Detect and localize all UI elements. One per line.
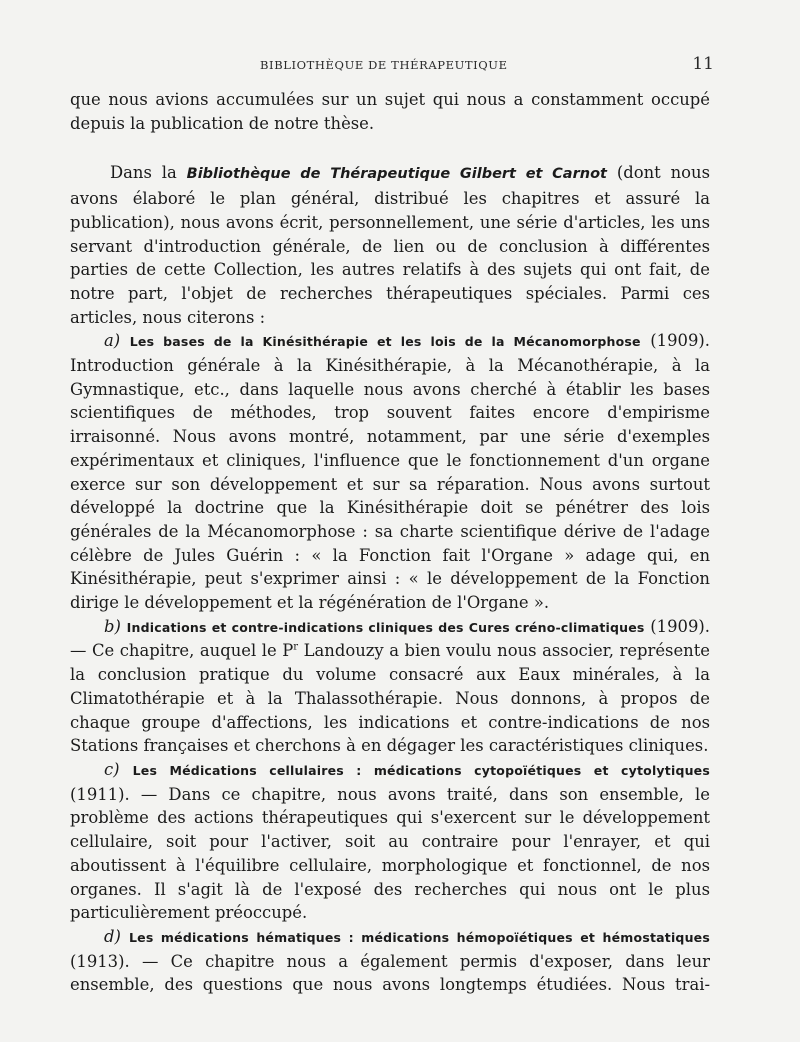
superscript: r (293, 642, 299, 653)
item-title: Les Médications cellulaires : médications cytopoïétiques et cytolytiques (132, 762, 711, 778)
item-year: (1911). (70, 784, 130, 804)
item-text: — Dans ce chapitre, nous avons traité, dans son ensemble, le problème des actions thérapeutiques qui s'exercent sur le développement cellulaire, soit pour l'activer, soit au contraire pour l'enrayer, et qui aboutissent à l'équilibre cellulaire, morphologique et fonctionnel, de nos organes. Il s'agit là de l'exposé des recherches qui nous ont le plus particulièrement préoccupé. (70, 784, 710, 923)
list-item-c (70, 758, 710, 925)
page-number: 11 (692, 54, 714, 74)
item-letter: c) (104, 759, 120, 779)
list-item-b (70, 615, 710, 758)
item-title: Indications et contre-indications cliniques des Cures créno-climatiques (126, 619, 645, 635)
series-title: Bibliothèque de Thérapeutique Gilbert et Carnot (186, 166, 607, 183)
item-title: Les bases de la Kinésithérapie et les lois de la Mécanomorphose (129, 334, 641, 350)
item-letter: b) (104, 616, 121, 636)
item-text: — Ce chapitre nous a également permis d'exposer, dans leur ensemble, des questions que nous avons longtemps étudiées. Nous trai- (70, 951, 710, 995)
item-title: Les médications hématiques : médications hémopoïétiques et hémostatiques (129, 929, 710, 945)
main-paragraph (70, 161, 710, 329)
main-paragraph-rest: (dont nous avons élaboré le plan général, distribué les chapitres et assuré la publication), nous avons écrit, personnellement, une série d'articles, les uns servant d'introduction générale, de lien ou de conclusion à différentes parties de cette Collection, les autres relatifs à des sujets qui ont fait, de notre part, l'objet de recherches thérapeutiques spéciales. Parmi ces articles, nous citerons : (70, 163, 710, 327)
page-header (70, 54, 714, 76)
item-year: (1909). (640, 331, 710, 351)
item-year: (1913). (70, 951, 130, 971)
running-title: BIBLIOTHÈQUE DE THÉRAPEUTIQUE (260, 58, 508, 72)
body-text (70, 88, 710, 997)
item-text-before-sup: — Ce chapitre, auquel le P (70, 641, 294, 661)
item-text: Landouzy a bien voulu nous associer, représente la conclusion pratique du volume consacré aux Eaux minérales, à la Climatothérapie et à la Thalassothérapie. Nous donnons, à propos de chaque groupe d'affections, les indications et contre-indications de nos Stations françaises et cherchons à en dégager les caractéristiques cliniques. (70, 641, 710, 756)
item-letter: a) (104, 331, 121, 351)
item-text: Introduction générale à la Kinésithérapie, à la Mécanothérapie, à la Gymnastique, etc., dans laquelle nous avons cherché à établir les bases scientifiques de méthodes, trop souvent faites encore d'empirisme irraisonné. Nous avons montré, notamment, par une série d'exemples expérimentaux et cliniques, l'influence que le fonctionnement d'un organe exerce sur son développement et sur sa réparation. Nous avons surtout développé la doctrine que la Kinésithérapie doit se pénétrer des lois générales de la Mécanomorphose : sa charte scientifique dérive de l'adage célèbre de Jules Guérin : « la Fonction fait l'Organe » adage qui, en Kinésithérapie, peut s'exprimer ainsi : « le développement de la Fonction dirige le développement et la régénération de l'Organe ». (70, 356, 710, 613)
main-paragraph-prefix: Dans la (110, 163, 187, 183)
list-item-d (70, 925, 710, 997)
item-year: (1909). (644, 616, 710, 636)
item-letter: d) (104, 926, 121, 946)
list-item-a (70, 329, 710, 614)
intro-paragraph: que nous avions accumulées sur un sujet qui nous a constamment occupé depuis la publication de notre thèse. (70, 90, 710, 133)
